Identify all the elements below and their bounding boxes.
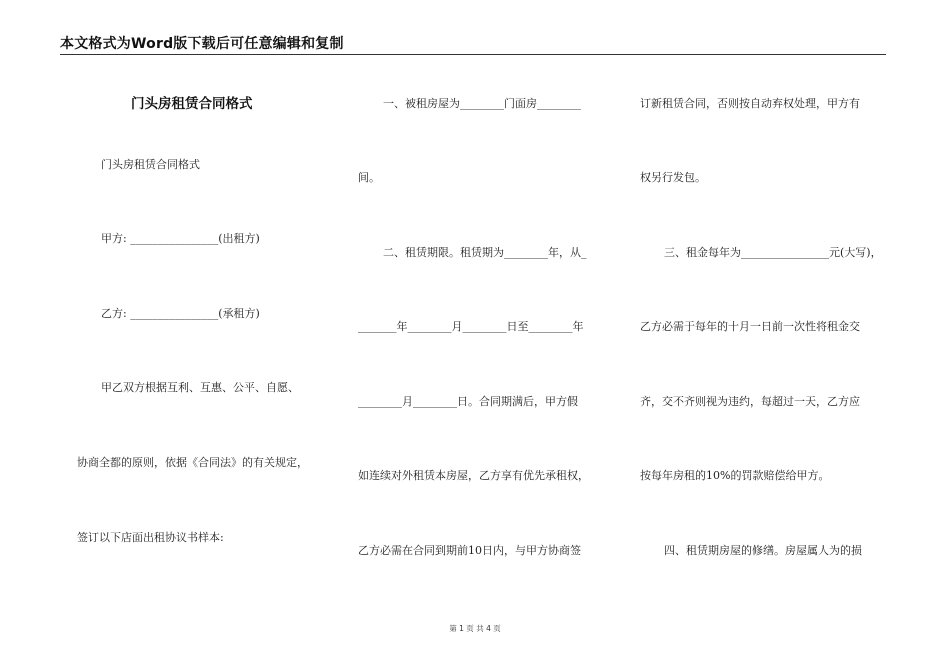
col3-line-3: 三、租金每年为________________元(大写)， [664, 246, 882, 259]
col1-line-1: 门头房租赁合同格式 [101, 158, 200, 171]
col3-line-1: 订新租赁合同，否则按自动弃权处理，甲方有 [640, 97, 860, 110]
document-header [60, 30, 886, 55]
page-number: 第 1 页 共 4 页 [449, 624, 501, 633]
col3-line-6: 按每年房租的10%的罚款赔偿给甲方。 [640, 469, 830, 482]
col2-line-6: 如连续对外租赁本房屋，乙方享有优先承租权， [358, 469, 589, 482]
col1-line-3: 乙方: ________________(承租方) [101, 307, 260, 320]
col2-line-1: 一、被租房屋为________门面房________ [383, 97, 581, 110]
header-text: 本文格式为Word版下载后可任意编辑和复制 [60, 36, 344, 52]
col3-line-7: 四、租赁期房屋的修缮。房屋属人为的损 [664, 544, 862, 557]
col1-line-2: 甲方: ________________(出租方) [101, 232, 260, 245]
col3-line-5: 齐，交不齐则视为违约，每超过一天，乙方应 [640, 395, 860, 408]
col3-line-4: 乙方必需于每年的十月一日前一次性将租金交 [640, 320, 860, 333]
col3-line-2: 权另行发包。 [640, 171, 706, 184]
col1-line-4: 甲乙双方根据互利、互惠、公平、自愿、 [101, 381, 299, 394]
col2-line-3: 二、租赁期限。租赁期为________年，从_ [383, 246, 587, 259]
col2-line-7: 乙方必需在合同到期前10日内，与甲方协商签 [358, 544, 581, 557]
col1-line-5: 协商全都的原则，依据《合同法》的有关规定， [77, 456, 308, 469]
col1-line-6: 签订以下店面出租协议书样本: [77, 531, 224, 544]
page-title: 门头房租赁合同格式 [131, 96, 253, 112]
col2-line-5: ________月________日。合同期满后，甲方假 [358, 395, 578, 408]
col2-line-2: 间。 [358, 171, 380, 184]
col2-line-4: _______年________月________日至________年 [358, 320, 584, 333]
